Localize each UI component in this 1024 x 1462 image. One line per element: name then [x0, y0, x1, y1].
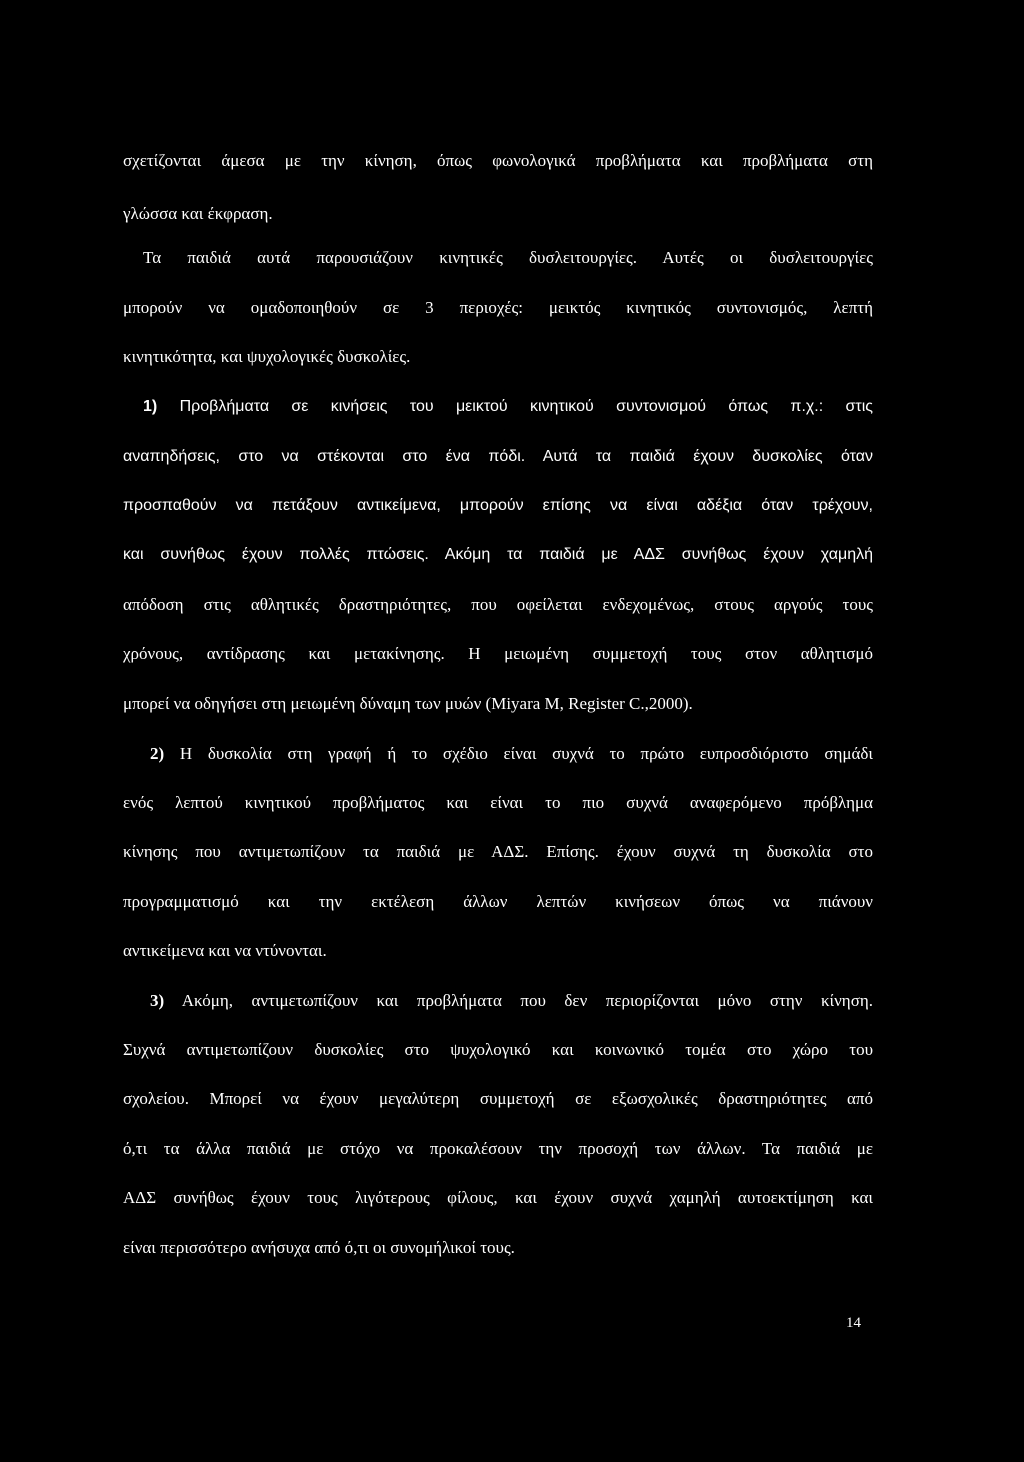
item-2-text: Η δυσκολία στη γραφή ή το σχέδιο είναι συχνά το πρώτο ευπροσδιόριστο σημάδι — [179, 744, 873, 763]
text-line-1: σχετίζονται άμεσα με την κίνηση, όπως φωνολογικά προβλήματα και προβλήματα στη — [123, 151, 873, 170]
text-line-15: κίνησης που αντιμετωπίζουν τα παιδιά με ΑΔΣ. Επίσης. έχουν συχνά τη δυσκολία στο — [123, 842, 873, 861]
text-line-14: ενός λεπτού κινητικού προβλήματος και είναι το πιο συχνά αναφερόμενο πρόβλημα — [123, 793, 873, 812]
item-1-text: Προβλήματα σε κινήσεις του μεικτού κινητικού συντονισμού όπως π.χ.: στις — [179, 398, 873, 415]
item-3-line — [150, 990, 873, 1012]
text-line-21: ό,τι τα άλλα παιδιά με στόχο να προκαλέσουν την προσοχή των άλλων. Τα παιδιά με — [123, 1139, 873, 1158]
text-line-5: κινητικότητα, και ψυχολογικές δυσκολίες. — [123, 347, 411, 366]
text-line-17: αντικείμενα και να ντύνονται. — [123, 941, 327, 960]
item-3-text: Ακόμη, αντιμετωπίζουν και προβλήματα που δεν περιορίζονται μόνο στην κίνηση. — [181, 991, 873, 1010]
item-2-number: 2) — [150, 744, 165, 763]
text-line-9: και συνήθως έχουν πολλές πτώσεις. Ακόμη τα παιδιά με ΑΔΣ συνήθως έχουν χαμηλή — [123, 546, 873, 563]
text-line-23: είναι περισσότερο ανήσυχα από ό,τι οι συνομήλικοί τους. — [123, 1238, 515, 1257]
text-line-10: απόδοση στις αθλητικές δραστηριότητες, που οφείλεται ενδεχομένως, στους αργούς τους — [123, 595, 873, 614]
page-number: 14 — [846, 1315, 861, 1331]
text-line-2: γλώσσα και έκφραση. — [123, 204, 273, 223]
text-line-22: ΑΔΣ συνήθως έχουν τους λιγότερους φίλους, και έχουν συχνά χαμηλή αυτοεκτίμηση και — [123, 1188, 873, 1207]
item-2-line — [150, 743, 873, 765]
text-line-8: προσπαθούν να πετάξουν αντικείμενα, μπορούν επίσης να είναι αδέξια όταν τρέχουν, — [123, 497, 873, 514]
item-3-number: 3) — [150, 991, 165, 1010]
item-1-line — [143, 396, 873, 418]
text-line-3: Τα παιδιά αυτά παρουσιάζουν κινητικές δυσλειτουργίες. Αυτές οι δυσλειτουργίες — [143, 248, 873, 267]
text-line-19: Συχνά αντιμετωπίζουν δυσκολίες στο ψυχολογικό και κοινωνικό τομέα στο χώρο του — [123, 1040, 873, 1059]
text-line-4: μπορούν να ομαδοποιηθούν σε 3 περιοχές: μεικτός κινητικός συντονισμός, λεπτή — [123, 298, 873, 317]
text-line-12: μπορεί να οδηγήσει στη μειωμένη δύναμη των μυών (Miyara M, Register C.,2000). — [123, 694, 693, 713]
item-1-number: 1) — [143, 398, 158, 415]
text-line-16: προγραμματισμό και την εκτέλεση άλλων λεπτών κινήσεων όπως να πιάνουν — [123, 892, 873, 911]
text-line-11: χρόνους, αντίδρασης και μετακίνησης. Η μειωμένη συμμετοχή τους στον αθλητισμό — [123, 644, 873, 663]
text-line-20: σχολείου. Μπορεί να έχουν μεγαλύτερη συμμετοχή σε εξωσχολικές δραστηριότητες από — [123, 1089, 873, 1108]
text-line-7: αναπηδήσεις, στο να στέκονται στο ένα πόδι. Αυτά τα παιδιά έχουν δυσκολίες όταν — [123, 448, 873, 465]
